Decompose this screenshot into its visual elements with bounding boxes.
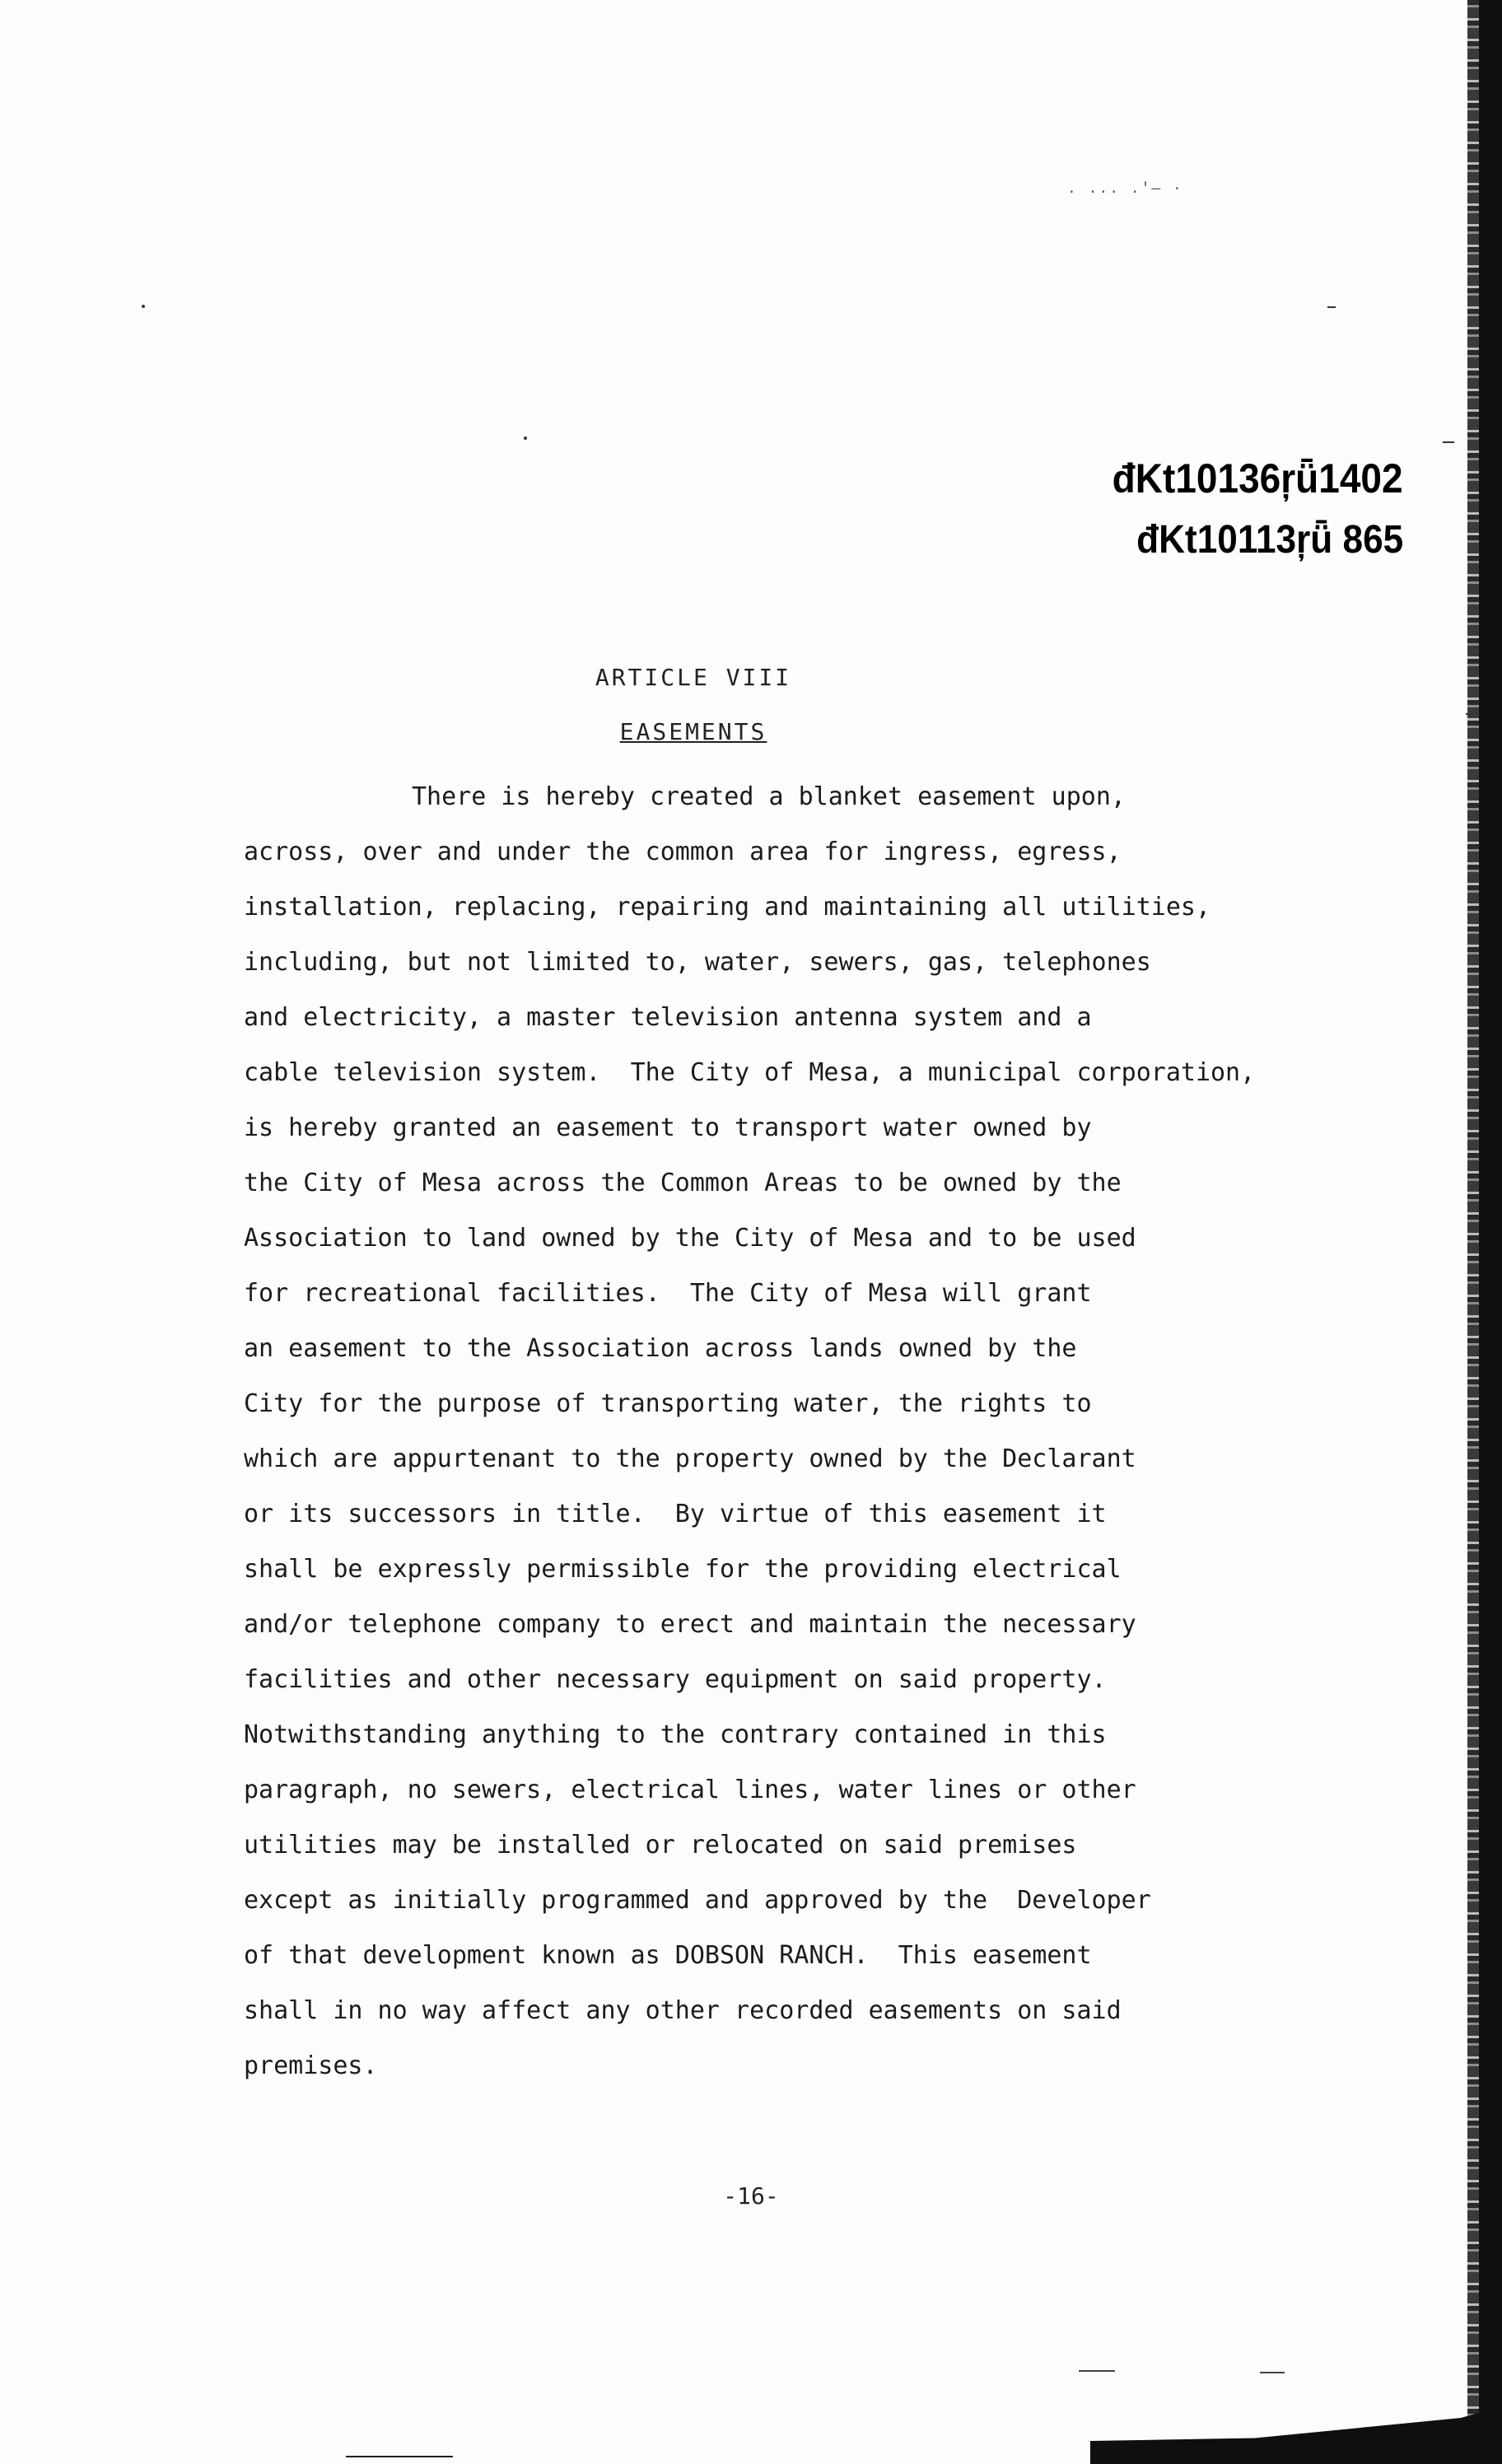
easement-paragraph	[244, 769, 1421, 2093]
paragraph-line: City for the purpose of transporting water, the rights to	[244, 1389, 1092, 1418]
scan-speck	[142, 305, 145, 308]
paragraph-line: an easement to the Association across lands owned by the	[244, 1334, 1077, 1363]
paragraph-line: facilities and other necessary equipment on said property.	[244, 1665, 1107, 1694]
paragraph-line: and electricity, a master television antenna system and a	[244, 1003, 1092, 1032]
recording-number-1: đKt10136ŗǖ1402	[1113, 455, 1403, 502]
paragraph-line: of that development known as DOBSON RANCH. This easement	[244, 1941, 1092, 1970]
paragraph-line: and/or telephone company to erect and maintain the necessary	[244, 1610, 1136, 1639]
recording-number-2: đKt10113ŗǖ 865	[1136, 518, 1403, 562]
paragraph-line: including, but not limited to, water, sewers, gas, telephones	[244, 948, 1151, 977]
paragraph-line: except as initially programmed and approved by the Developer	[244, 1886, 1151, 1915]
paragraph-line: shall be expressly permissible for the providing electrical	[244, 1555, 1122, 1584]
paragraph-line: is hereby granted an easement to transport water owned by	[244, 1113, 1092, 1142]
paragraph-line: premises.	[244, 2051, 378, 2080]
scan-artifact-line	[346, 2456, 453, 2457]
scan-edge	[1479, 0, 1502, 2464]
scan-artifact-line	[1079, 2370, 1115, 2372]
scan-speck	[1443, 441, 1454, 443]
scan-speck	[1466, 713, 1474, 715]
paragraph-line: or its successors in title. By virtue of this easement it	[244, 1500, 1107, 1528]
scan-speck	[524, 436, 527, 440]
paragraph-line: for recreational facilities. The City of Mesa will grant	[244, 1279, 1092, 1308]
paragraph-line: installation, replacing, repairing and maintaining all utilities,	[244, 893, 1210, 922]
article-heading: ARTICLE VIII	[595, 664, 792, 691]
paragraph-line: paragraph, no sewers, electrical lines, water lines or other	[244, 1776, 1136, 1804]
section-heading: EASEMENTS	[619, 718, 767, 745]
paragraph-line: cable television system. The City of Mesa, a municipal corporation,	[244, 1058, 1256, 1087]
paragraph-line: the City of Mesa across the Common Areas to be owned by the	[244, 1169, 1122, 1197]
paragraph-line: which are appurtenant to the property owned by the Declarant	[244, 1444, 1136, 1473]
paragraph-line: shall in no way affect any other recorded easements on said	[244, 1996, 1122, 2025]
paragraph-line: Notwithstanding anything to the contrary contained in this	[244, 1720, 1107, 1749]
top-mark: . ... .′— ·	[1067, 181, 1183, 198]
scan-corner-shadow	[1090, 2406, 1502, 2464]
scan-artifact-line	[1260, 2372, 1285, 2373]
paragraph-line: across, over and under the common area for ingress, egress,	[244, 838, 1122, 866]
page-number: -16-	[723, 2182, 779, 2210]
scan-speck	[1327, 306, 1336, 308]
paragraph-line: There is hereby created a blanket easement upon,	[412, 782, 1126, 811]
scan-edge-shadow	[1467, 0, 1479, 2464]
paragraph-line: utilities may be installed or relocated on said premises	[244, 1831, 1077, 1860]
paragraph-line: Association to land owned by the City of Mesa and to be used	[244, 1224, 1136, 1253]
